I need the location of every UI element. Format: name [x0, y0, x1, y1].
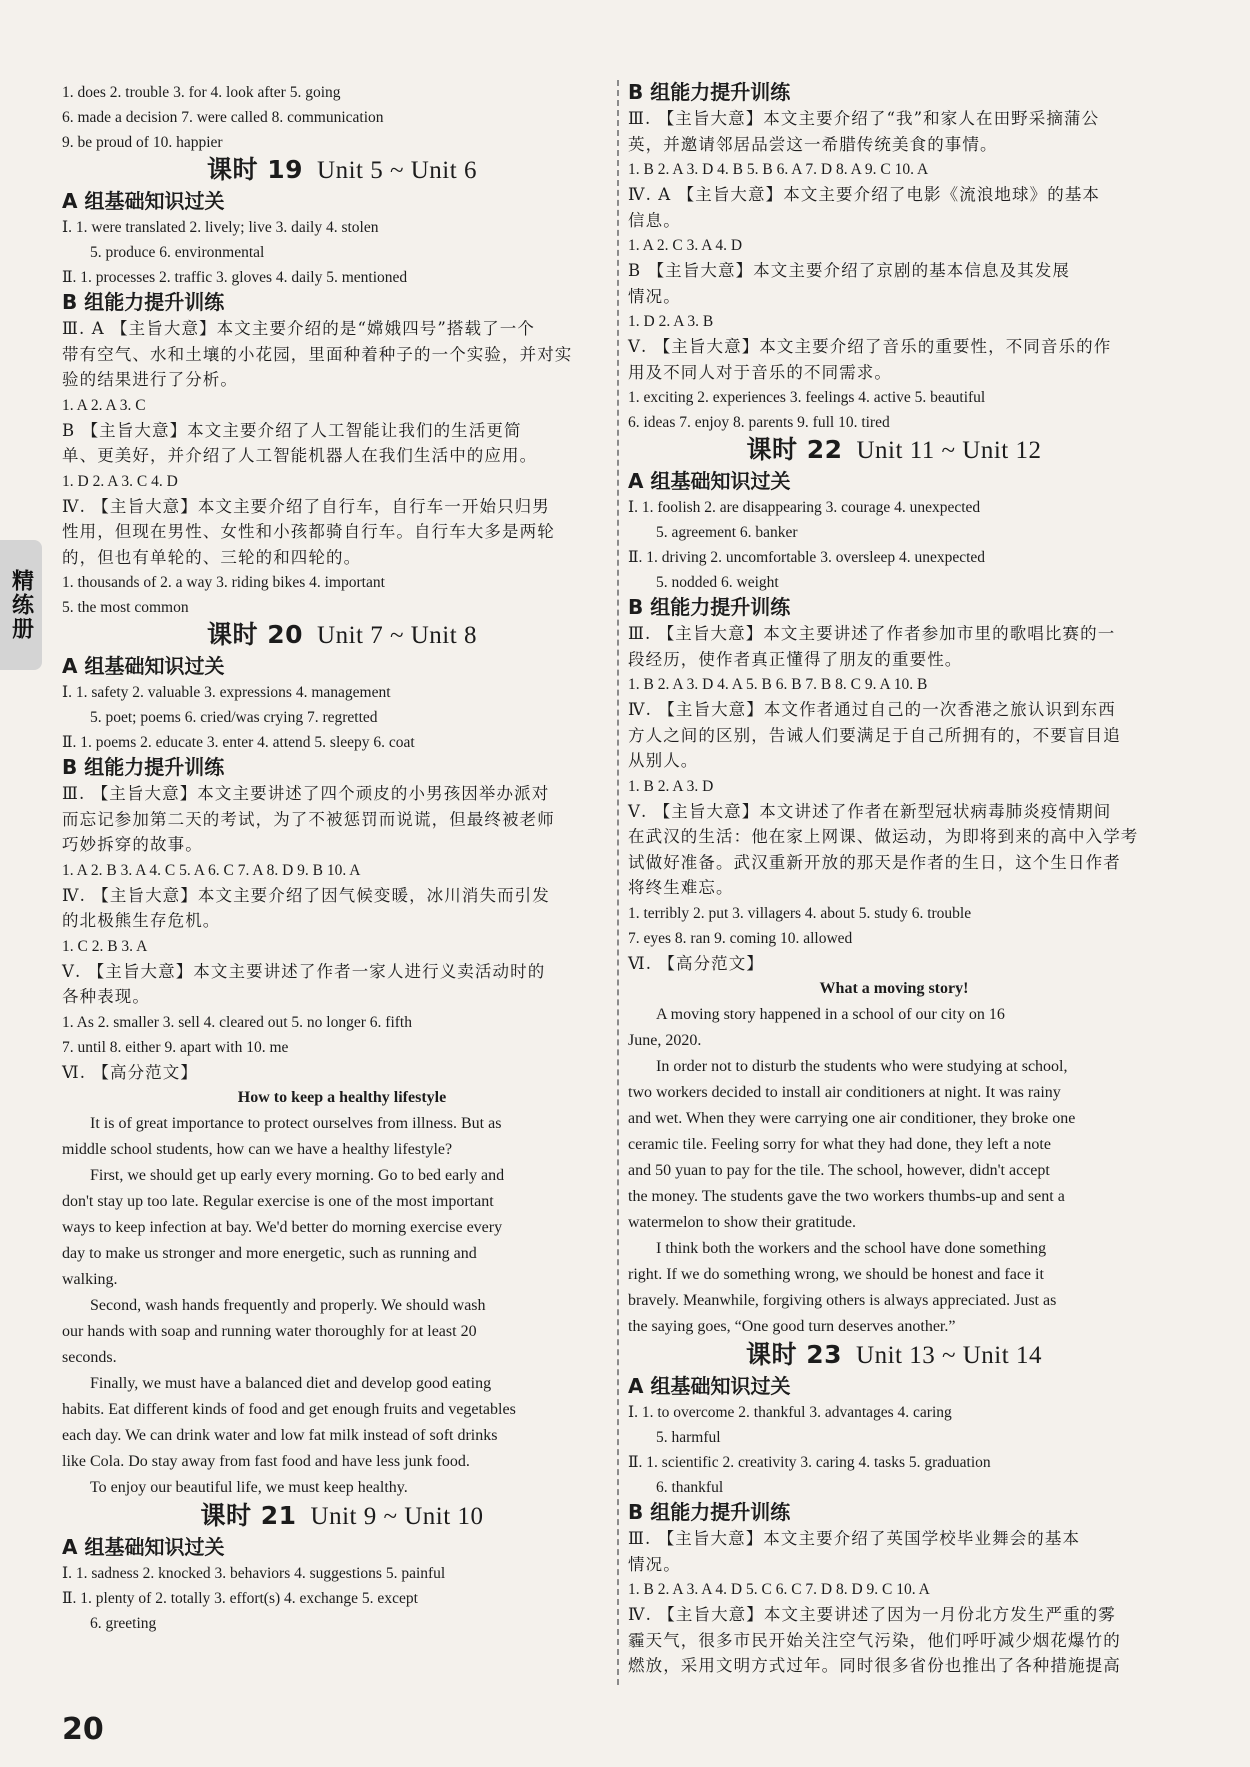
essay-line: two workers decided to install air conditioners at night. It was rainy	[628, 1084, 1061, 1101]
answer-line: 5. produce 6. environmental	[90, 244, 265, 261]
section-title: A 组基础知识过关	[628, 1374, 791, 1398]
answer-line: 1. As 2. smaller 3. sell 4. cleared out 5. no longer 6. fifth	[62, 1013, 412, 1031]
lesson-heading	[62, 620, 622, 654]
essay-line: like Cola. Do stay away from fast food and have less junk food.	[62, 1453, 470, 1470]
answer-line: 1. D 2. A 3. B	[628, 313, 714, 330]
answer-line: 1. A 2. B 3. A 4. C 5. A 6. C 7. A 8. D 9. B 10. A	[62, 861, 361, 879]
essay-line: and 50 yuan to pay for the tile. The school, however, didn't accept	[628, 1162, 1050, 1179]
summary-line: 霾天气，很多市民开始关注空气污染，他们呼吁减少烟花爆竹的	[628, 1630, 1121, 1650]
essay-line: A moving story happened in a school of our city on 16	[656, 1006, 1005, 1023]
answer-line: 5. harmful	[656, 1429, 721, 1446]
essay-line: ways to keep infection at bay. We'd better do morning exercise every	[62, 1219, 503, 1236]
answer-line: Ⅰ. 1. were translated 2. lively; live 3. daily 4. stolen	[62, 219, 379, 236]
answer-line: 1. B 2. A 3. D 4. A 5. B 6. B 7. B 8. C 9. A 10. B	[628, 676, 928, 693]
essay-line: watermelon to show their gratitude.	[628, 1214, 856, 1231]
lesson-heading	[628, 1340, 1160, 1374]
summary-line: Ⅵ. 【高分范文】	[62, 1062, 198, 1082]
answer-line: 7. until 8. either 9. apart with 10. me	[62, 1038, 289, 1056]
summary-line: Ⅲ. 【主旨大意】本文主要讲述了作者参加市里的歌唱比赛的一	[628, 624, 1116, 643]
answer-line: 5. poet; poems 6. cried/was crying 7. regretted	[90, 709, 378, 726]
summary-line: Ⅴ. 【主旨大意】本文讲述了作者在新型冠状病毒肺炎疫情期间	[628, 801, 1112, 821]
unit-range: Unit 13 ~ Unit 14	[856, 1342, 1042, 1369]
answer-line: Ⅱ. 1. plenty of 2. totally 3. effort(s) 4. exchange 5. except	[62, 1590, 418, 1607]
right-column	[628, 80, 1160, 1679]
essay-line: day to make us stronger and more energetic, such as running and	[62, 1245, 477, 1262]
section-title: B 组能力提升训练	[628, 1500, 791, 1524]
answer-line: 1. A 2. A 3. C	[62, 396, 146, 414]
summary-line: 的，但也有单轮的、三轮的和四轮的。	[62, 547, 362, 567]
essay-line: Finally, we must have a balanced diet and develop good eating	[90, 1375, 492, 1392]
summary-line: Ⅴ. 【主旨大意】本文主要讲述了作者一家人进行义卖活动时的	[62, 961, 546, 981]
lesson-number: 课时 20	[207, 620, 304, 649]
summary-line: B 【主旨大意】本文主要介绍了人工智能让我们的生活更简	[62, 420, 522, 440]
summary-line: 用及不同人对于音乐的不同需求。	[628, 362, 892, 382]
essay-line: seconds.	[62, 1349, 117, 1366]
unit-range: Unit 11 ~ Unit 12	[856, 437, 1042, 464]
side-tab	[0, 540, 42, 670]
summary-line: B 【主旨大意】本文主要介绍了京剧的基本信息及其发展	[628, 261, 1070, 280]
essay-line: bravely. Meanwhile, forgiving others is always appreciated. Just as	[628, 1292, 1057, 1309]
section-title: B 组能力提升训练	[62, 290, 225, 314]
summary-line: 在武汉的生活：他在家上网课、做运动，为即将到来的高中入学考	[628, 827, 1139, 846]
answer-line: 1. A 2. C 3. A 4. D	[628, 237, 743, 254]
answer-line: 6. thankful	[656, 1479, 724, 1496]
summary-line: 各种表现。	[62, 987, 150, 1006]
answer-line: Ⅰ. 1. to overcome 2. thankful 3. advantages 4. caring	[628, 1404, 952, 1421]
answer-line: 1. thousands of 2. a way 3. riding bikes 4. important	[62, 574, 385, 591]
lesson-number: 课时 22	[746, 435, 843, 464]
summary-line: 带有空气、水和土壤的小花园，里面种着种子的一个实验，并对实	[62, 344, 573, 364]
left-column	[62, 80, 622, 1636]
essay-line: the money. The students gave the two workers thumbs-up and sent a	[628, 1188, 1065, 1205]
answer-line: Ⅱ. 1. driving 2. uncomfortable 3. oversleep 4. unexpected	[628, 549, 986, 566]
answer-line: 1. B 2. A 3. D	[628, 777, 714, 795]
page-number: 20	[62, 1712, 104, 1747]
summary-line: 信息。	[628, 210, 681, 230]
summary-line: Ⅳ. A 【主旨大意】本文主要介绍了电影《流浪地球》的基本	[628, 185, 1101, 204]
answer-line: Ⅱ. 1. poems 2. educate 3. enter 4. attend 5. sleepy 6. coat	[62, 734, 415, 751]
essay-line: the saying goes, “One good turn deserves another.”	[628, 1318, 956, 1335]
summary-line: Ⅵ. 【高分范文】	[628, 953, 764, 973]
summary-line: 情况。	[628, 1554, 681, 1574]
essay-line: each day. We can drink water and low fat milk instead of soft drinks	[62, 1427, 498, 1444]
essay-line: walking.	[62, 1271, 118, 1288]
summary-line: 方人之间的区别，告诫人们要满足于自己所拥有的，不要盲目追	[628, 725, 1121, 745]
answer-line: Ⅱ. 1. scientific 2. creativity 3. caring 4. tasks 5. graduation	[628, 1454, 991, 1471]
summary-line: Ⅲ. 【主旨大意】本文主要介绍了英国学校毕业舞会的基本	[628, 1529, 1081, 1548]
unit-range: Unit 5 ~ Unit 6	[317, 157, 477, 184]
answer-line: 5. the most common	[62, 599, 189, 616]
essay-line: habits. Eat different kinds of food and get enough fruits and vegetables	[62, 1401, 516, 1418]
answer-line: 1. D 2. A 3. C 4. D	[62, 472, 178, 490]
essay-line: our hands with soap and running water thoroughly for at least 20	[62, 1323, 477, 1340]
essay-line: ceramic tile. Feeling sorry for what they had done, they left a note	[628, 1136, 1051, 1153]
summary-line: Ⅳ. 【主旨大意】本文作者通过自己的一次香港之旅认识到东西	[628, 700, 1116, 719]
answer-line: Ⅱ. 1. processes 2. traffic 3. gloves 4. daily 5. mentioned	[62, 269, 408, 286]
answer-line: 5. nodded 6. weight	[656, 574, 779, 591]
lesson-number: 课时 21	[200, 1501, 297, 1530]
answer-line: 9. be proud of 10. happier	[62, 134, 223, 151]
section-title: A 组基础知识过关	[62, 189, 225, 213]
essay-title: How to keep a healthy lifestyle	[237, 1089, 447, 1106]
unit-range: Unit 9 ~ Unit 10	[310, 1503, 484, 1530]
answer-line: 1. exciting 2. experiences 3. feelings 4. active 5. beautiful	[628, 389, 986, 406]
answer-line: 6. made a decision 7. were called 8. communication	[62, 109, 384, 126]
section-title: B 组能力提升训练	[628, 595, 791, 619]
summary-line: 燃放，采用文明方式过年。同时很多省份也推出了各种措施提高	[628, 1656, 1121, 1675]
essay-line: Second, wash hands frequently and properly. We should wash	[90, 1297, 486, 1314]
essay-line: I think both the workers and the school have done something	[656, 1240, 1047, 1257]
summary-line: Ⅲ. 【主旨大意】本文主要讲述了四个顽皮的小男孩因举办派对	[62, 784, 550, 803]
essay-line: and wet. When they were carrying one air conditioner, they broke one	[628, 1110, 1076, 1127]
essay-line: middle school students, how can we have a healthy lifestyle?	[62, 1141, 453, 1158]
answer-line: 6. greeting	[90, 1615, 157, 1632]
lesson-number: 课时 19	[207, 155, 304, 184]
summary-line: Ⅳ. 【主旨大意】本文主要讲述了因为一月份北方发生严重的雾	[628, 1605, 1116, 1624]
answer-line: 1. terribly 2. put 3. villagers 4. about 5. study 6. trouble	[628, 904, 972, 922]
section-title: B 组能力提升训练	[62, 755, 225, 779]
summary-line: 验的结果进行了分析。	[62, 370, 238, 389]
answer-line: 1. B 2. A 3. D 4. B 5. B 6. A 7. D 8. A 9. C 10. A	[628, 161, 929, 178]
essay-line: It is of great importance to protect ourselves from illness. But as	[90, 1115, 502, 1132]
summary-line: Ⅴ. 【主旨大意】本文主要介绍了音乐的重要性，不同音乐的作	[628, 337, 1112, 356]
essay-line: June, 2020.	[628, 1032, 702, 1049]
summary-line: 而忘记参加第二天的考试，为了不被惩罚而说谎，但最终被老师	[62, 809, 555, 829]
answer-line: 1. does 2. trouble 3. for 4. look after 5. going	[62, 84, 341, 101]
essay-line: To enjoy our beautiful life, we must keep healthy.	[90, 1479, 408, 1496]
answer-line: 1. B 2. A 3. A 4. D 5. C 6. C 7. D 8. D 9. C 10. A	[628, 1581, 930, 1598]
summary-line: Ⅳ. 【主旨大意】本文主要介绍了自行车，自行车一开始只归男	[62, 496, 550, 516]
summary-line: 的北极熊生存危机。	[62, 911, 221, 930]
lesson-heading	[62, 1501, 622, 1535]
lesson-heading	[628, 435, 1160, 469]
summary-line: Ⅲ. A 【主旨大意】本文主要介绍的是“嫦娥四号”搭载了一个	[62, 319, 535, 338]
section-title: A 组基础知识过关	[62, 654, 225, 678]
section-title: B 组能力提升训练	[628, 80, 791, 104]
summary-line: 从别人。	[628, 751, 699, 770]
lesson-number: 课时 23	[746, 1340, 843, 1369]
section-title: A 组基础知识过关	[628, 469, 791, 493]
summary-line: 试做好准备。武汉重新开放的那天是作者的生日，这个生日作者	[628, 852, 1121, 872]
essay-title: What a moving story!	[819, 980, 969, 997]
summary-line: 情况。	[628, 286, 681, 306]
lesson-heading	[62, 155, 622, 189]
summary-line: Ⅳ. 【主旨大意】本文主要介绍了因气候变暖，冰川消失而引发	[62, 885, 550, 905]
answer-line: Ⅰ. 1. foolish 2. are disappearing 3. courage 4. unexpected	[628, 499, 981, 516]
essay-line: right. If we do something wrong, we should be honest and face it	[628, 1266, 1044, 1283]
summary-line: 英，并邀请邻居品尝这一希腊传统美食的事情。	[628, 134, 998, 154]
answer-line: Ⅰ. 1. safety 2. valuable 3. expressions 4. management	[62, 684, 391, 701]
summary-line: 单、更美好，并介绍了人工智能机器人在我们生活中的应用。	[62, 446, 538, 465]
answer-line: 7. eyes 8. ran 9. coming 10. allowed	[628, 929, 853, 947]
side-tab-label: 精练册	[8, 569, 34, 641]
answer-line: Ⅰ. 1. sadness 2. knocked 3. behaviors 4. suggestions 5. painful	[62, 1565, 446, 1582]
answer-line: 6. ideas 7. enjoy 8. parents 9. full 10. tired	[628, 414, 890, 431]
essay-line: In order not to disturb the students who were studying at school,	[656, 1058, 1068, 1075]
summary-line: 巧妙拆穿的故事。	[62, 835, 203, 854]
summary-line: 段经历，使作者真正懂得了朋友的重要性。	[628, 649, 963, 669]
summary-line: Ⅲ. 【主旨大意】本文主要介绍了“我”和家人在田野采摘蒲公	[628, 109, 1100, 128]
essay-line: First, we should get up early every morning. Go to bed early and	[90, 1167, 505, 1184]
summary-line: 性用，但现在男性、女性和小孩都骑自行车。自行车大多是两轮	[62, 522, 555, 541]
essay-line: don't stay up too late. Regular exercise is one of the most important	[62, 1193, 494, 1210]
unit-range: Unit 7 ~ Unit 8	[317, 622, 477, 649]
answer-line: 5. agreement 6. banker	[656, 524, 798, 541]
answer-line: 1. C 2. B 3. A	[62, 937, 148, 955]
summary-line: 将终生难忘。	[628, 878, 734, 897]
section-title: A 组基础知识过关	[62, 1535, 225, 1559]
